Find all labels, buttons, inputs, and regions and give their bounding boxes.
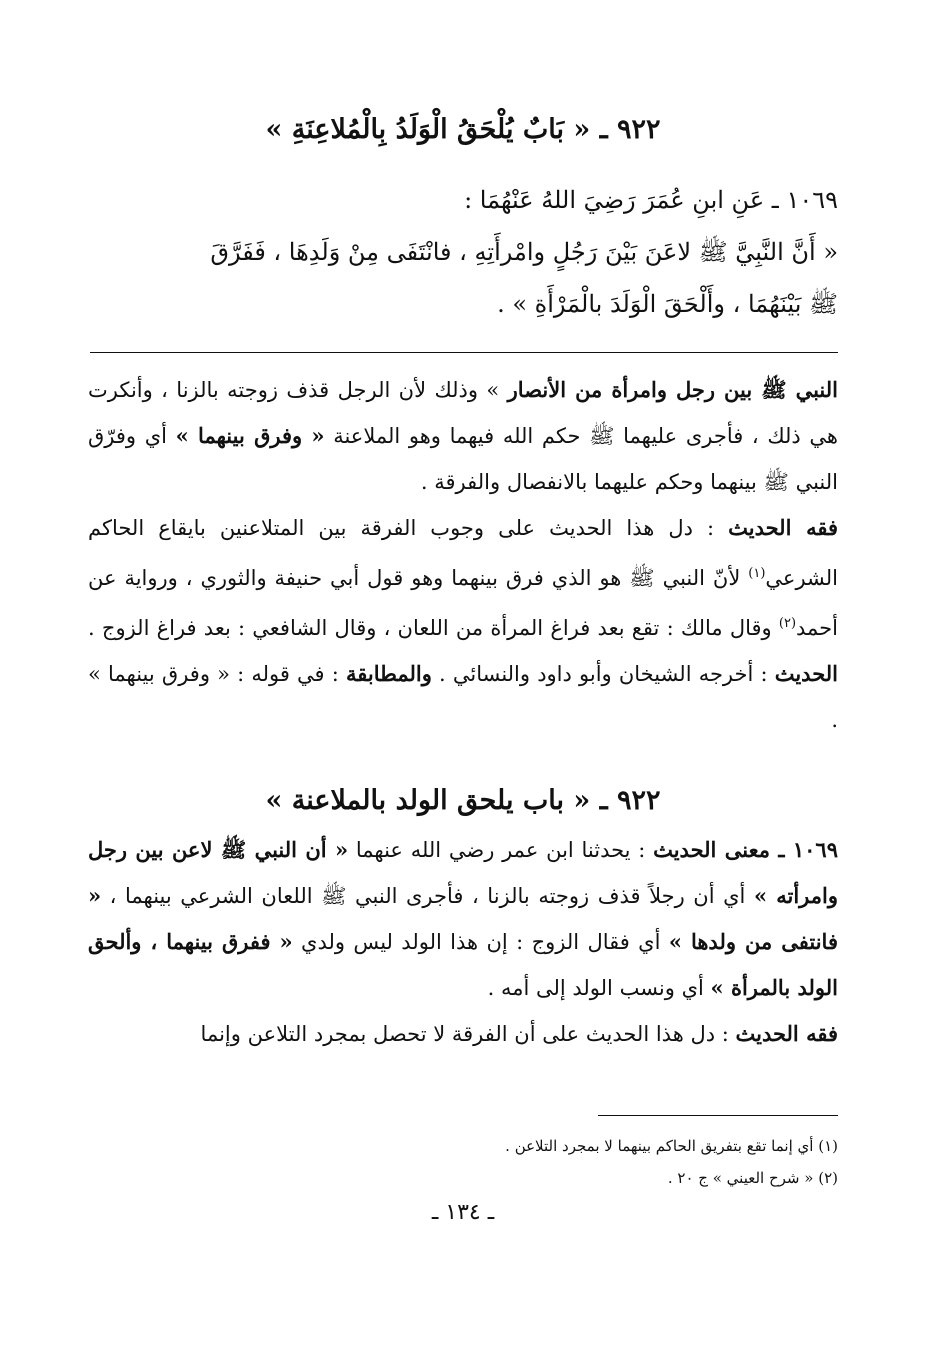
commentary-text: : دل هذا الحديث على أن الفرقة لا تحصل بمجرد التلاعن وإنما — [200, 1022, 736, 1046]
hadith-line-1: « أَنَّ النَّبِيَّ ﷺ لاعَنَ بَيْنَ رَجُلٍ وامْرأَتِهِ ، فانْتَفَى مِنْ وَلَدِهَا ، فَفَرَّقَ — [210, 238, 838, 266]
commentary-paragraph-1 — [88, 367, 838, 505]
correspondence-label: والمطابقة — [345, 661, 432, 686]
commentary-section — [88, 367, 838, 1057]
footnote-rule — [598, 1115, 838, 1116]
hadith-number-line: ١٠٦٩ ـ عَنِ ابنِ عُمَرَ رَضِيَ اللهُ عَنْهُمَا : — [464, 186, 838, 214]
commentary-paragraph-2 — [88, 505, 838, 743]
meaning-label: ١٠٦٩ ـ معنى الحديث — [653, 837, 838, 862]
fiqh-label: فقه الحديث — [728, 515, 839, 540]
hadith-label: الحديث — [774, 661, 838, 686]
commentary-text: أي أن رجلاً قذف زوجته بالزنا ، فأجرى النبي ﷺ اللعان الشرعي بينهما ، — [101, 884, 754, 908]
commentary-bold-phrase: « ففرق بينهما ، وألحق الولد بالمرأة » — [88, 929, 838, 1000]
meaning-paragraph — [88, 827, 838, 1011]
commentary-text: أي وفرّق النبي ﷺ بينهما وحكم عليهما بالانفصال والفرقة . — [88, 424, 838, 494]
commentary-text: : دل هذا الحديث على وجوب الفرقة بين المتلاعنين بايقاع الحاكم الشرعي — [88, 516, 838, 590]
commentary-text: » وذلك لأن الرجل قذف زوجته بالزنا ، وأنكرت هي ذلك ، فأجرى عليهما ﷺ حكم الله فيهما وهو الملاعنة — [88, 378, 839, 448]
commentary-bold-phrase: « أن النبي ﷺ لاعن بين رجل وامرأته » — [88, 837, 838, 908]
separator-rule — [90, 352, 838, 353]
commentary-bold-phrase: « وفرق بينهما » — [175, 423, 325, 448]
hadith-line-2: ﷺ بَيْنَهُمَا ، وأَلْحَقَ الْوَلَدَ بالْمَرْأَةِ » . — [497, 290, 838, 318]
page-number: ـ ١٣٤ ـ — [431, 1200, 495, 1225]
commentary-text: : في قوله : « وفرق بينهما » . — [88, 662, 838, 732]
book-page — [88, 100, 838, 1225]
fiqh-paragraph — [88, 1011, 838, 1057]
hadith-text — [88, 174, 838, 330]
commentary-bold-phrase: النبي ﷺ بين رجل وامرأة من الأنصار — [507, 377, 838, 402]
chapter-heading: ٩٢٢ ـ « بَابٌ يُلْحَقُ الْوَلَدُ بِالْمُلاعِنَةِ » — [265, 114, 661, 145]
commentary-text: أي ونسب الولد إلى أمه . — [487, 976, 711, 1000]
footnote-ref-2: (٢) — [778, 616, 797, 631]
commentary-text: لأنّ النبي ﷺ هو الذي فرق بينهما وهو قول أبي حنيفة والثوري ، ورواية عن أحمد — [88, 566, 838, 640]
footnote-1: (١) أي إنما تقع بتفريق الحاكم بينهما لا بمجرد التلاعن . — [505, 1137, 838, 1155]
commentary-text: : يحدثنا ابن عمر رضي الله عنهما — [348, 838, 654, 862]
section-heading: ٩٢٢ ـ « باب يلحق الولد بالملاعنة » — [265, 785, 661, 816]
commentary-text: وقال مالك : تقع بعد فراغ المرأة من اللعان ، وقال الشافعي : بعد فراغ الزوج . — [88, 616, 779, 640]
footnote-2: (٢) « شرح العيني » ج ٢٠ . — [667, 1169, 838, 1187]
fiqh-label: فقه الحديث — [735, 1021, 838, 1046]
commentary-text: أي فقال الزوج : إن هذا الولد ليس ولدي — [292, 930, 669, 954]
commentary-bold-phrase: « فانتفى من ولدها » — [88, 883, 838, 954]
footnote-ref-1: (١) — [748, 566, 766, 581]
commentary-text: : أخرجه الشيخان وأبو داود والنسائي . — [431, 662, 775, 686]
